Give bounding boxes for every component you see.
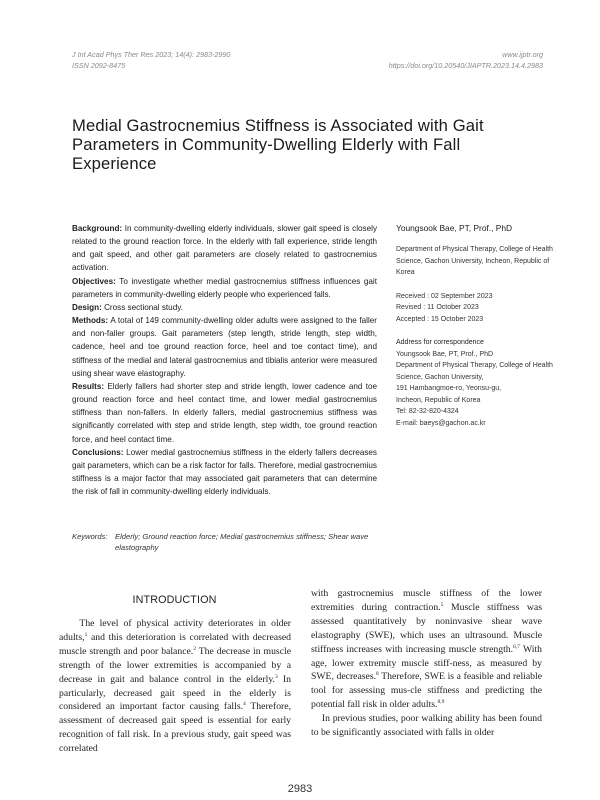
correspondence-block: [396, 337, 556, 429]
intro-text: In previous studies, poor walking ability has been found to be significantly associated with falls in older: [311, 713, 542, 739]
abstract-conclusions: [72, 446, 377, 499]
author-affiliation: Department of Physical Therapy, College of Health Science, Gachon University, Incheon, Republic of Korea: [396, 246, 553, 276]
design-text: Cross sectional study.: [104, 302, 183, 312]
correspondence-name: Youngsook Bae, PT, Prof., PhD: [396, 350, 494, 358]
intro-text: In particularly, decreased gait speed in the elderly is considered an important factor causing falls.: [59, 673, 291, 713]
abstract-background: [72, 222, 377, 275]
background-label: Background:: [72, 224, 123, 233]
article-dates: [396, 291, 556, 326]
citation-ref[interactable]: 2: [193, 645, 196, 652]
keywords-text: Elderly; Ground reaction force; Medial gastrocnemius stiffness; Shear wave elastography: [115, 532, 369, 552]
abstract-objectives: [72, 275, 377, 301]
correspondence-department: Department of Physical Therapy, College of Health Science, Gachon University,: [396, 362, 553, 381]
intro-text: and this deterioration is correlated with decreased muscle strength and poor balance.: [59, 631, 291, 657]
objectives-text: To investigate whether medial gastrocnemius stiffness influences gait parameters in community-dwelling elderly people who experienced falls.: [72, 276, 377, 299]
issn: ISSN 2092-8475: [72, 61, 126, 70]
abstract: [72, 222, 377, 498]
intro-text: The decrease in muscle strength of the lower extremities is accompanied by a decrease in gait and balance control in the elderly.: [59, 645, 291, 685]
received-date: Received : 02 September 2023: [396, 292, 493, 300]
correspondence-city: Incheon, Republic of Korea: [396, 396, 481, 404]
intro-text: The level of physical activity deteriorates in older adults,: [59, 618, 292, 643]
correspondence-heading: Address for correspondence: [396, 339, 484, 346]
revised-date: Revised : 11 October 2023: [396, 304, 479, 311]
author-name: Youngsook Bae, PT, Prof., PhD: [396, 223, 513, 233]
journal-links: [389, 49, 543, 71]
article-title: Medial Gastrocnemius Stiffness is Associated with Gait Parameters in Community-Dwelling Elderly with Fall Experience: [72, 116, 484, 173]
abstract-results: [72, 380, 377, 446]
intro-text: Therefore, SWE is a feasible and reliable tool for assessing mus-cle stiffness and predicting the potential fall risk in older adults.: [311, 671, 543, 711]
keywords-label: Keywords:: [72, 532, 108, 541]
conclusions-text: Lower medial gastrocnemius stiffness in the elderly fallers decreases gait parameters, which can be a risk factor for falls. Therefore, medial gastrocnemius stiffness is a major factor that may associated gait parameters that can determine the risk of fall in community-dwelling elderly individuals.: [72, 447, 377, 497]
design-label: Design:: [72, 302, 102, 312]
page-number: 2983: [287, 783, 313, 795]
correspondence-phone: Tel: 82-32-820-4324: [396, 408, 459, 415]
intro-text: with gastrocnemius muscle stiffness of the lower extremities during contraction.: [311, 588, 542, 613]
citation-ref[interactable]: 8,9: [437, 699, 445, 706]
journal-citation: J Int Acad Phys Ther Res 2023; 14(4): 2983-2990: [72, 50, 231, 59]
citation-ref[interactable]: 5: [440, 601, 444, 608]
methods-label: Methods:: [72, 316, 109, 326]
introduction-column-right: [311, 587, 542, 740]
background-text: In community-dwelling elderly individuals, slower gait speed is closely related to the ground reaction force. In the elderly with fall experience, stride length and gait speed, and other gait parameters are closely related to gastrocnemius activation.: [72, 224, 378, 273]
intro-text: Muscle stiffness was assessed quantitatively by noninvasive shear wave elastography (SWE), which uses an ultrasound. Muscle stiffness increases with increasing muscle strength.: [311, 601, 542, 655]
intro-paragraph-2: [311, 712, 542, 740]
journal-header: [72, 49, 230, 71]
citation-ref[interactable]: 4: [243, 701, 246, 708]
citation-ref[interactable]: 8: [376, 671, 379, 678]
abstract-methods: [72, 314, 377, 380]
citation-ref[interactable]: 1: [84, 631, 88, 638]
introduction-heading: INTRODUCTION: [132, 594, 217, 606]
correspondence-street: 191 Hambangmoe-ro, Yeonsu-gu,: [396, 385, 502, 392]
author-sidebar: [396, 222, 556, 429]
journal-website-link[interactable]: www.ijptr.org: [502, 50, 543, 59]
intro-text: With age, lower extremity muscle stiff-ness, as measured by SWE, decreases.: [311, 643, 542, 683]
accepted-date: Accepted : 15 October 2023: [396, 315, 484, 323]
citation-ref[interactable]: 6,7: [513, 643, 520, 650]
introduction-column-left: [59, 617, 291, 756]
objectives-label: Objectives:: [72, 276, 116, 286]
citation-ref[interactable]: 3: [274, 673, 278, 680]
results-text: Elderly fallers had shorter step and stride length, lower cadence and toe ground reaction force and heel contact time, and lower medial gastrocnemius stiffness than non-fallers. In elderly fallers, medial gastrocnemius stiffness was significantly correlated with step and stride length, step width, toe ground reaction force, and heel contact time.: [72, 381, 377, 444]
abstract-design: [72, 301, 377, 314]
methods-text: A total of 149 community-dwelling older adults were assigned to the faller and non-faller groups. Gait parameters (step length, stride length, step width, cadence, heel and toe ground reaction force, heel and toe contact time), and stiffness of the medial and lateral gastrocnemius and tibialis anterior were measured using shear wave elastography.: [72, 316, 377, 378]
intro-paragraph-1: [59, 617, 291, 756]
intro-paragraph-1-cont: [311, 587, 542, 712]
intro-text: Therefore, assessment of decreased gait speed is essential for early recognition of fall risk. In a previous study, gait speed was correlated: [59, 701, 291, 755]
results-label: Results:: [72, 381, 105, 391]
correspondence-email[interactable]: E-mail: baeys@gachon.ac.kr: [396, 419, 486, 427]
conclusions-label: Conclusions:: [72, 447, 124, 457]
doi-link[interactable]: https://doi.org/10.20540/JIAPTR.2023.14.4.2983: [388, 61, 543, 70]
